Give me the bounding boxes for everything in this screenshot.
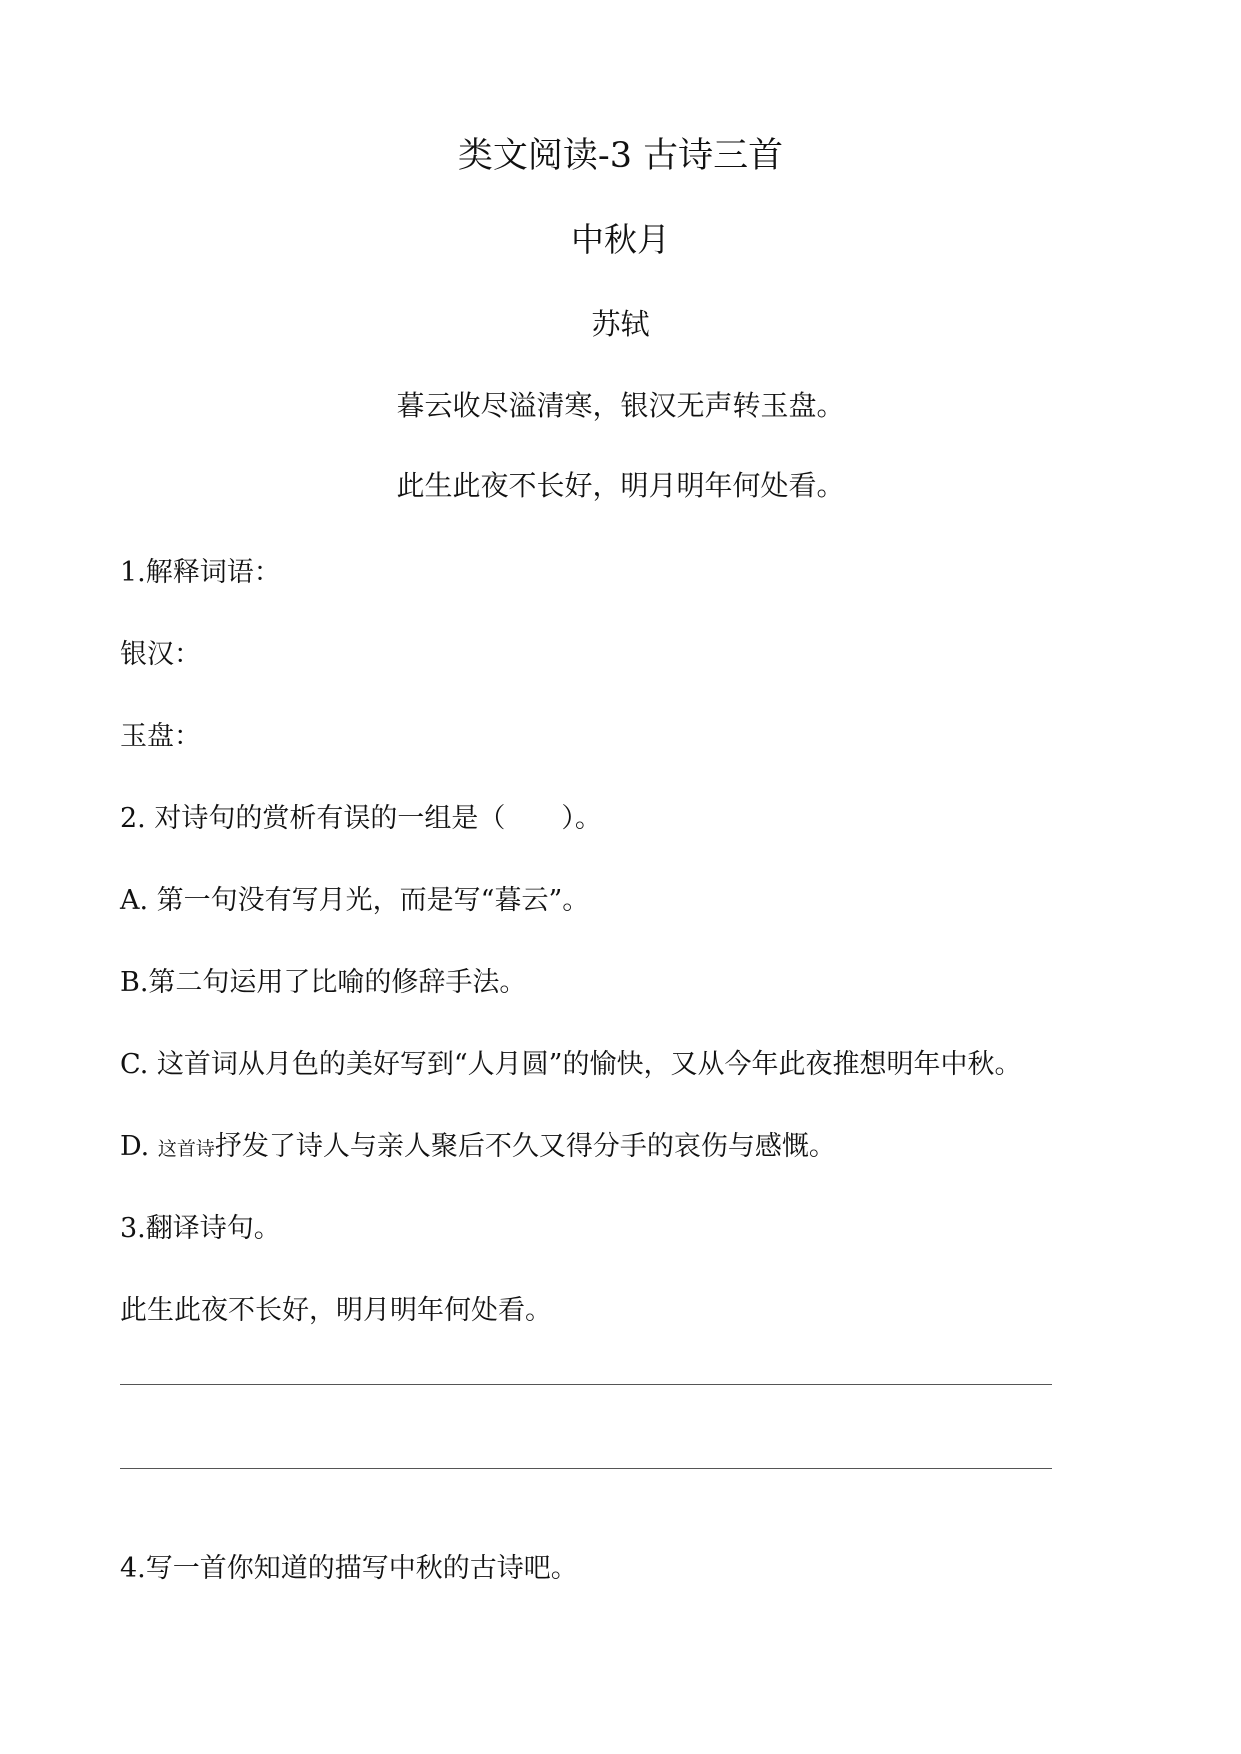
- option-d-rest: 抒发了诗人与亲人聚后不久又得分手的哀伤与感慨。: [214, 1131, 836, 1162]
- answer-line-1: [120, 1384, 1052, 1385]
- question-3-prompt: 3.翻译诗句。: [120, 1213, 281, 1244]
- question-2-prompt-after: ）。: [561, 803, 602, 834]
- question-1-item-yupan: 玉盘：: [120, 721, 201, 752]
- question-2-option-d: [120, 1124, 836, 1163]
- question-2-option-c: C. 这首词从月色的美好写到“人月圆”的愉快，又从今年此夜推想明年中秋。: [120, 1049, 1022, 1080]
- question-3-sentence: 此生此夜不长好，明月明年何处看。: [120, 1295, 552, 1326]
- poem-line-1: 暮云收尽溢清寒，银汉无声转玉盘。: [396, 389, 845, 422]
- poem-author: 苏轼: [591, 307, 650, 341]
- question-2-option-a: A. 第一句没有写月光，而是写“暮云”。: [120, 885, 590, 916]
- poem-line-2: 此生此夜不长好，明月明年何处看。: [396, 469, 845, 502]
- question-1-item-yinhan: 银汉：: [120, 639, 201, 670]
- question-2-prompt-before: 2. 对诗句的赏析有误的一组是（: [120, 803, 506, 834]
- answer-line-2: [120, 1468, 1052, 1469]
- poem-title: 中秋月: [571, 220, 670, 259]
- option-d-small-text: 这首诗: [157, 1138, 215, 1160]
- option-d-prefix: D.: [120, 1131, 158, 1162]
- question-2-option-b: B.第二句运用了比喻的修辞手法。: [120, 967, 527, 998]
- question-4-prompt: 4.写一首你知道的描写中秋的古诗吧。: [120, 1553, 578, 1584]
- question-2-prompt: [120, 796, 602, 835]
- worksheet-title: 类文阅读-3 古诗三首: [457, 136, 784, 176]
- question-1-prompt: 1.解释词语：: [120, 557, 281, 588]
